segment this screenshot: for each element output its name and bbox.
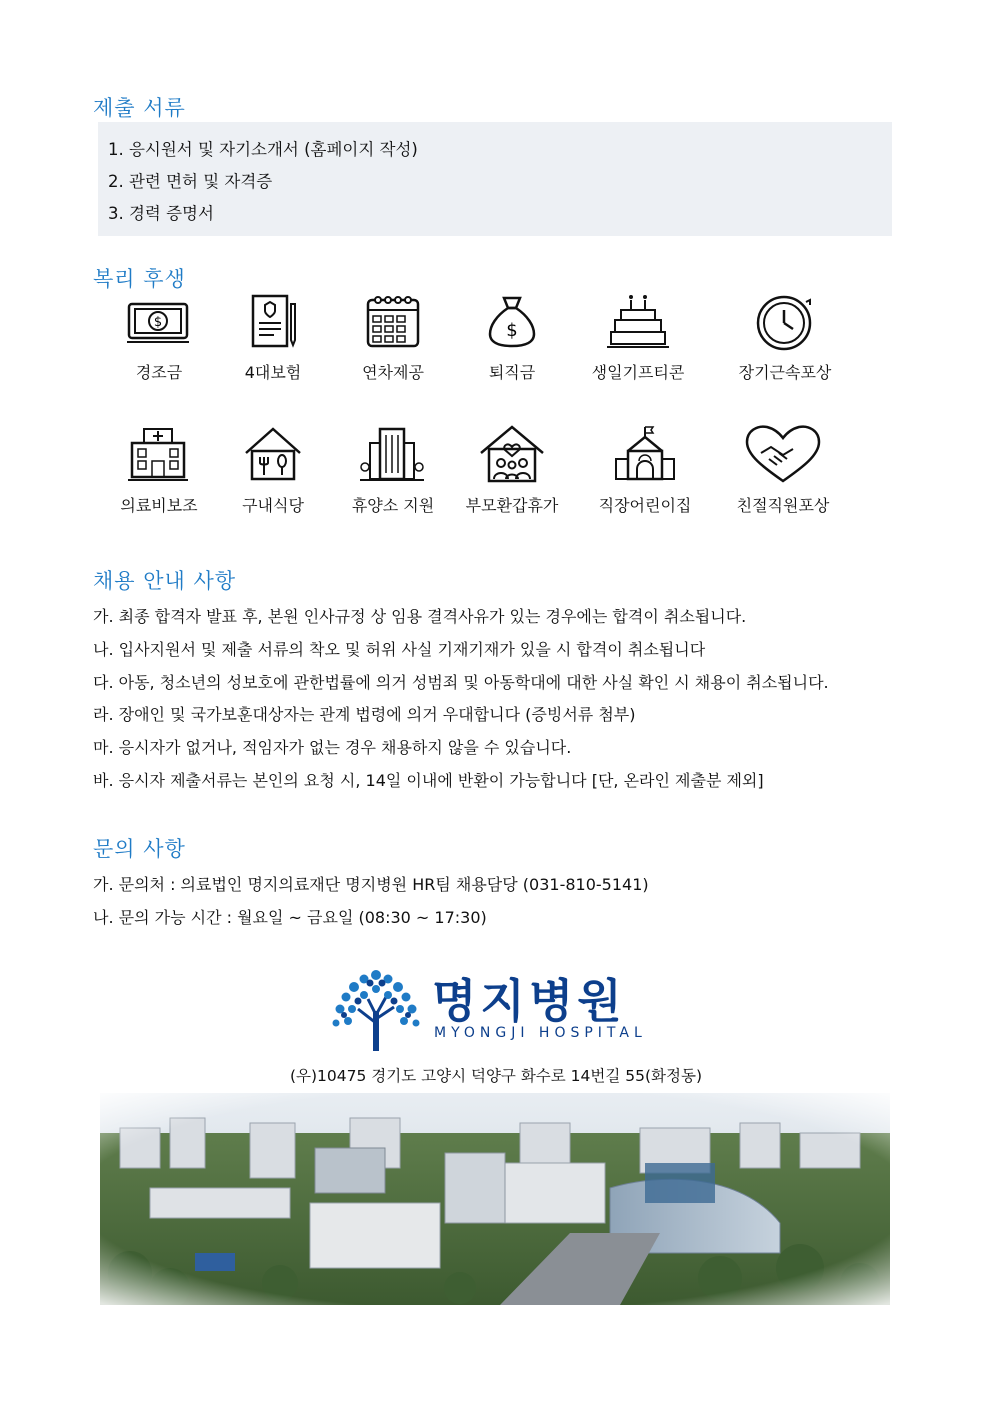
benefits-title: 복리 후생: [93, 267, 186, 291]
list-item: 2. 관련 면허 및 자격증: [108, 172, 273, 191]
list-item: 3. 경력 증명서: [108, 204, 214, 223]
benefit-item: [94, 425, 224, 516]
benefit-label: 친절직원포상: [736, 496, 830, 515]
logo-english-name: MYONGJI HOSPITAL: [434, 1025, 647, 1041]
resort-building-icon: [358, 425, 428, 485]
benefit-label: 직장어린이집: [598, 496, 692, 515]
notice-line: 나. 입사지원서 및 제출 서류의 착오 및 허위 사실 기재기재가 있을 시 합격이 취소됩니다: [93, 640, 706, 659]
money-icon: [124, 292, 194, 352]
benefit-label: 부모환갑휴가: [465, 496, 559, 515]
notice-line: 가. 최종 합격자 발표 후, 본원 인사규정 상 임용 결격사유가 있는 경우에는 합격이 취소됩니다.: [93, 607, 747, 626]
benefit-item: [447, 425, 577, 516]
benefit-item: [573, 292, 703, 383]
address: (우)10475 경기도 고양시 덕양구 화수로 14번길 55(화정동): [289, 1067, 703, 1085]
notice-title: 채용 안내 사항: [93, 569, 237, 593]
daycare-icon: [610, 425, 680, 485]
benefit-label: 경조금: [135, 363, 183, 382]
submission-list: [98, 122, 892, 236]
svg-text:$: $: [506, 320, 518, 341]
benefit-label: 연차제공: [362, 363, 424, 382]
hospital-aerial-photo: [100, 1093, 890, 1305]
benefit-item: [208, 292, 338, 383]
notice-line: 다. 아동, 청소년의 성보호에 관한법률에 의거 성범죄 및 아동학대에 대한 사실 확인 시 채용이 취소됩니다.: [93, 673, 829, 692]
family-house-icon: [477, 425, 547, 485]
clock-icon: [750, 292, 820, 352]
svg-text:$: $: [153, 315, 163, 330]
benefit-item: [580, 425, 710, 516]
benefit-label: 휴양소 지원: [351, 496, 435, 515]
benefit-item: [447, 292, 577, 383]
benefit-item: [720, 292, 850, 383]
hospital-logo: [328, 963, 668, 1053]
inquiry-line: 가. 문의처 : 의료법인 명지의료재단 명지병원 HR팀 채용담당 (031-810-5141): [93, 875, 649, 894]
benefit-item: [208, 425, 338, 516]
benefit-item: [328, 292, 458, 383]
benefit-item: [328, 425, 458, 516]
notice-line: 바. 응시자 제출서류는 본인의 요청 시, 14일 이내에 반환이 가능합니다 [단, 온라인 제출분 제외]: [93, 771, 764, 790]
hospital-icon: [124, 425, 194, 485]
benefit-item: [94, 292, 224, 383]
calendar-icon: [358, 292, 428, 352]
cafeteria-icon: [238, 425, 308, 485]
benefit-label: 구내식당: [242, 496, 304, 515]
notice-line: 라. 장애인 및 국가보훈대상자는 관계 법령에 의거 우대합니다 (증빙서류 첨부): [93, 705, 636, 724]
submission-title: 제출 서류: [93, 96, 186, 120]
list-item: 1. 응시원서 및 자기소개서 (홈페이지 작성): [108, 140, 418, 159]
benefit-label: 퇴직금: [488, 363, 536, 382]
inquiry-title: 문의 사항: [93, 837, 186, 861]
benefit-item: [718, 425, 848, 516]
insurance-document-icon: [238, 292, 308, 352]
heart-handshake-icon: [743, 425, 823, 485]
logo-name: 명지병원: [432, 974, 626, 1028]
tree-logo-icon: [328, 963, 428, 1053]
benefit-label: 4대보험: [244, 363, 302, 382]
notice-line: 마. 응시자가 없거나, 적임자가 없는 경우 채용하지 않을 수 있습니다.: [93, 738, 572, 757]
benefit-label: 의료비보조: [120, 496, 198, 515]
birthday-cake-icon: [603, 292, 673, 352]
money-bag-icon: [477, 292, 547, 352]
inquiry-line: 나. 문의 가능 시간 : 월요일 ~ 금요일 (08:30 ~ 17:30): [93, 908, 487, 927]
benefit-label: 생일기프티콘: [591, 363, 685, 382]
benefit-label: 장기근속포상: [738, 363, 832, 382]
